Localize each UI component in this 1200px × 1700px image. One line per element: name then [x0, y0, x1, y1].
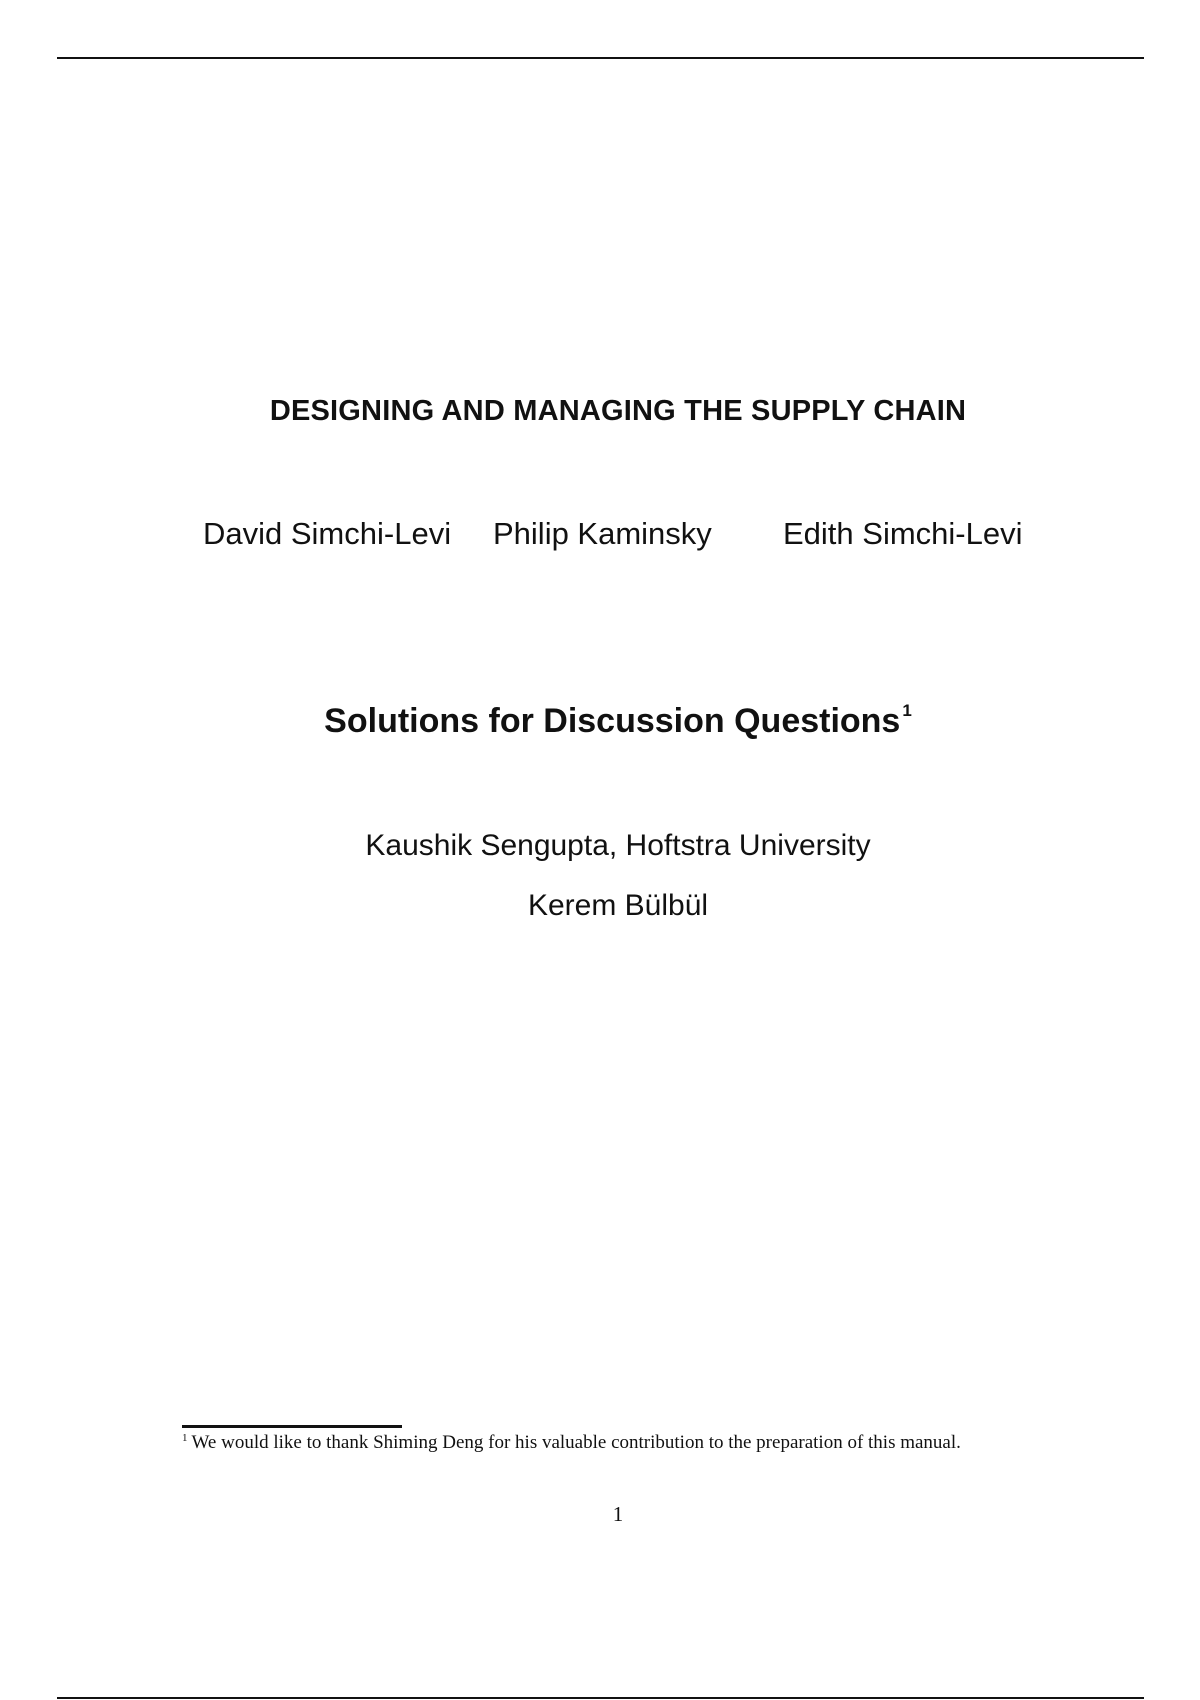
document-title: DESIGNING AND MANAGING THE SUPPLY CHAIN: [269, 395, 967, 427]
footnote-separator: [182, 1425, 402, 1428]
document-subtitle: [0, 698, 1200, 750]
footnote-marker: 1: [902, 701, 912, 720]
footer-rule: [57, 1697, 1144, 1699]
contributor-line: Kerem Bülbül: [527, 889, 709, 922]
subtitle-text: Solutions for Discussion Questions: [324, 702, 901, 740]
footnote-text: We would like to thank Shiming Deng for his valuable contribution to the preparation of this manual.: [191, 1432, 961, 1453]
page-number: 1: [612, 1502, 624, 1526]
author-name: Philip Kaminsky: [493, 516, 712, 551]
author-name: David Simchi-Levi: [203, 516, 452, 551]
author-name: Edith Simchi-Levi: [783, 516, 1023, 551]
footnote: [182, 1429, 961, 1459]
contributor-line: Kaushik Sengupta, Hoftstra University: [365, 829, 871, 862]
footnote-number: 1: [182, 1432, 188, 1444]
header-rule: [57, 57, 1144, 59]
authors-line: [0, 514, 1200, 554]
